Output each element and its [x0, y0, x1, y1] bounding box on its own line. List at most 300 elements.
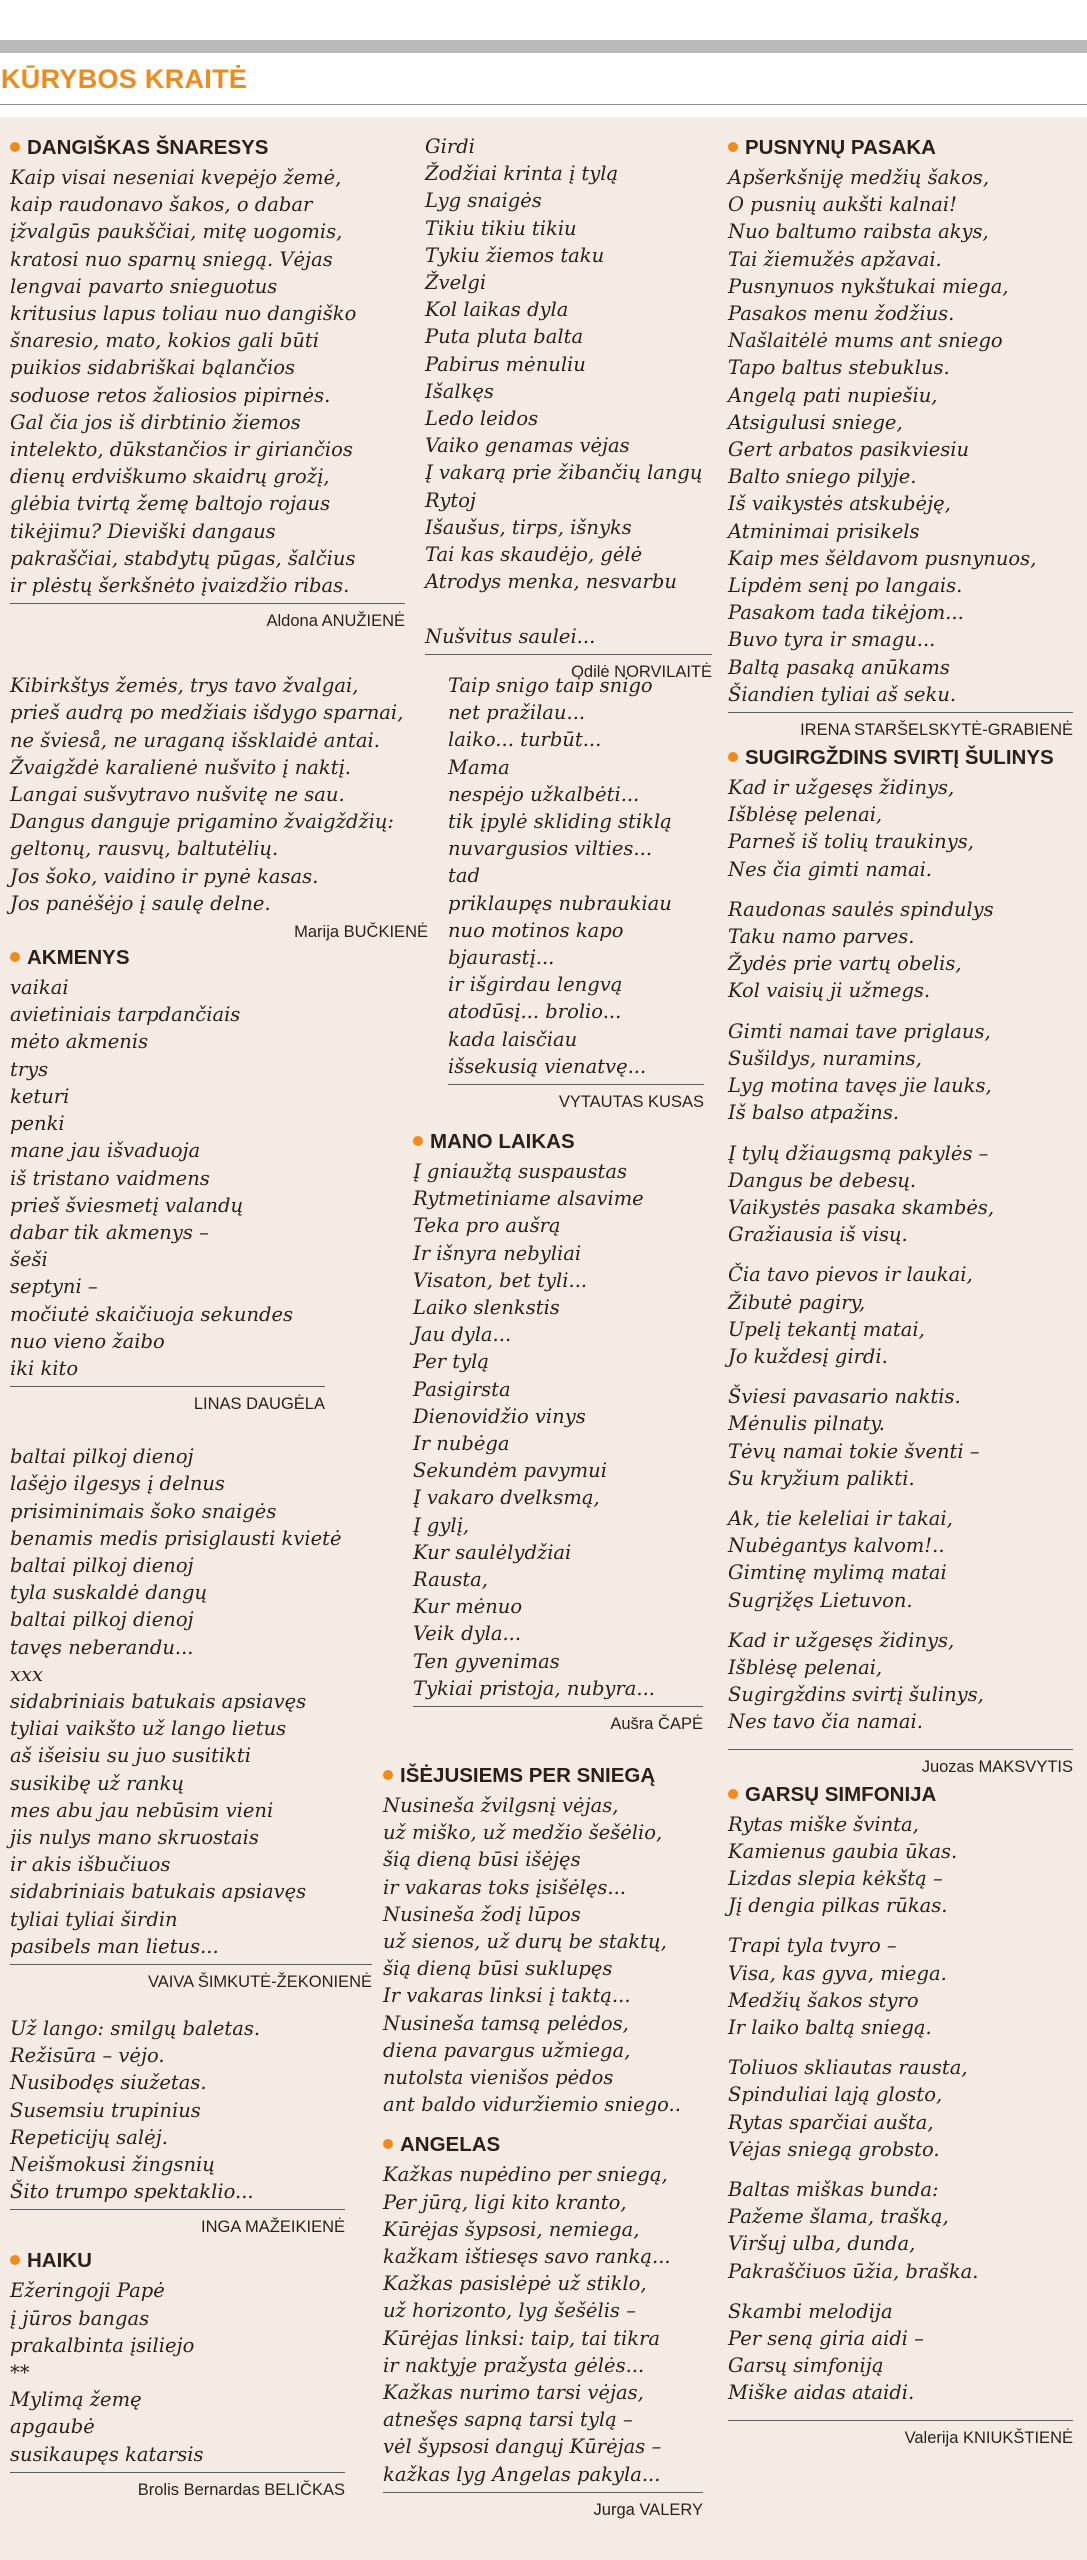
poem-title: IŠĖJUSIEMS PER SNIEGĄ — [383, 1763, 713, 1789]
bullet-dot-icon — [10, 142, 20, 152]
author-divider — [383, 2492, 703, 2493]
poem-line: Per seną giria aidi – — [728, 2327, 924, 2351]
poem-line: dabar tik akmenys – — [10, 1220, 209, 1244]
poem-line: Pabirus mėnuliu — [425, 352, 586, 376]
poem-line: Nubėgantys kalvom!.. — [728, 1534, 945, 1558]
poem-line: Iš vaikystės atskubėję, — [728, 492, 951, 516]
poem-line: Visaton, bet tyli... — [413, 1268, 588, 1292]
poem-line: Ak, tie keleliai ir takai, — [728, 1506, 953, 1530]
poem-line: mėto akmenis — [10, 1030, 149, 1054]
poem-line: ir akis išbučiuos — [10, 1853, 171, 1877]
author-divider — [413, 1706, 703, 1707]
poem-line: Žibutė pagiry, — [728, 1290, 866, 1314]
poem-line: septyni – — [10, 1275, 98, 1299]
section-title: KŪRYBOS KRAITĖ — [1, 64, 248, 94]
poem-title: AKMENYS — [10, 945, 422, 971]
poem-line: susikaupęs katarsis — [10, 2442, 204, 2466]
poem-line: aš išeisiu su juo susitikti — [10, 1744, 251, 1768]
poem-angelas — [383, 2132, 713, 2520]
poem-line: sidabriniais batukais apsiavęs — [10, 1880, 307, 1904]
poem-stanza — [728, 1627, 1078, 1736]
poem-line: soduose retos žaliosios pipirnės. — [10, 383, 331, 407]
poem-line: Kažkas nurimo tarsi vėjas, — [383, 2381, 644, 2405]
poem-line: Rausta, — [413, 1568, 488, 1592]
poem-line: Medžių šakos styro — [728, 1988, 919, 2012]
poem-title: ANGELAS — [383, 2132, 713, 2158]
poem-line: Išalkęs — [425, 379, 494, 403]
poem-line: Sekundėm pavymui — [413, 1459, 607, 1483]
poem-line: penki — [10, 1112, 65, 1136]
poem-line: Trapi tyla tvyro – — [728, 1934, 897, 1958]
poem-line: baltai pilkoj dienoj — [10, 1445, 194, 1469]
poem-haiku — [10, 2248, 422, 2500]
poem-author: VAIVA ŠIMKUTĖ-ŽEKONIENĖ — [147, 1972, 372, 1991]
author-divider — [10, 1964, 372, 1965]
column-middle-bottom — [383, 1763, 713, 2521]
poem-line: Žvaigždė karalienė nušvito į naktį. — [10, 755, 351, 779]
poem-kibirkstys — [10, 672, 428, 943]
poem-line: Neišmokusi žingsnių — [10, 2153, 215, 2176]
poem-line: ant baldo viduržiemio sniego.. — [383, 2093, 681, 2117]
poem-title: GARSŲ SIMFONIJA — [728, 1782, 1078, 1808]
poem-line: Rytoj — [425, 488, 476, 512]
poem-line: Veik dyla... — [413, 1622, 522, 1646]
poem-line: pasibels man lietus... — [10, 1934, 219, 1958]
poem-line: Mėnulis pilnaty. — [728, 1412, 885, 1436]
poem-line: Į vakaro dvelksmą, — [413, 1486, 600, 1510]
bullet-dot-icon — [413, 1136, 423, 1146]
poem-title: HAIKU — [10, 2248, 422, 2274]
poem-line: Tai kas skaudėjo, gėlė — [425, 543, 643, 567]
poem-line: Viršuj ulba, dunda, — [728, 2232, 916, 2256]
poem-author: Juozas MAKSVYTIS — [921, 1757, 1073, 1776]
poem-line: Ledo leidos — [425, 407, 539, 431]
poem-line: Visa, kas gyva, miega. — [728, 1961, 947, 1985]
poem-line: Gimtinę mylimą matai — [728, 1561, 947, 1585]
poem-author: Jurga VALERY — [593, 2500, 703, 2519]
poem-line: tik įpylė skliding stiklą — [448, 810, 672, 834]
poem-text — [425, 133, 715, 650]
poem-mano-laikas — [413, 1129, 719, 1735]
poem-line: Tapo baltus stebuklus. — [728, 356, 950, 380]
column-middle-third — [413, 1129, 719, 1735]
author-divider — [10, 2472, 345, 2473]
poem-line: į jūros bangas — [10, 2306, 150, 2330]
poem-line: apgaubė — [10, 2415, 95, 2439]
poem-line: Tėvų namai tokie šventi – — [728, 1439, 980, 1463]
poem-sugirgzdins — [728, 745, 1078, 1778]
poem-line: susikibę už rankų — [10, 1771, 184, 1795]
poem-line: Ten gyvenimas — [413, 1649, 560, 1673]
bullet-dot-icon — [728, 142, 738, 152]
poem-line: kaip raudonavo šakos, o dabar — [10, 193, 313, 217]
poem-text — [728, 1811, 1078, 2407]
poem-line: prieš šviesmetį valandų — [10, 1193, 244, 1217]
poem-akmenys — [10, 945, 422, 1415]
poem-stanza — [728, 1383, 1078, 1492]
poem-line: Taku namo parves. — [728, 925, 915, 949]
poem-text — [383, 2161, 713, 2487]
column-right — [728, 135, 1078, 2449]
poem-line: Į vakarą prie žibančių langų — [425, 461, 703, 485]
poem-title: PUSNYNŲ PASAKA — [728, 135, 1078, 161]
poem-line: Repeticijų salėj. — [10, 2125, 168, 2149]
poem-line: iki kito — [10, 1356, 79, 1380]
poem-stanza — [728, 896, 1078, 1005]
poem-line: Šiandien tyliai aš seku. — [728, 682, 957, 706]
poem-line: už horizonto, lyg šešėlis – — [383, 2299, 636, 2323]
poem-line: Vaikystės pasaka skambės, — [728, 1195, 995, 1219]
title-divider — [0, 104, 1087, 105]
poem-line: Jos šoko, vaidino ir pynė kasas. — [10, 864, 319, 888]
poem-line: prisiminimais šoko snaigės — [10, 1499, 277, 1523]
poem-line: mes abu jau nebūsim vieni — [10, 1798, 274, 1822]
poem-line: Režisūra – vėjo. — [10, 2044, 165, 2068]
poem-line: Į gylį, — [413, 1513, 470, 1537]
poem-line: vėl šypsosi danguj Kūrėjas – — [383, 2435, 662, 2459]
poem-line: Išaušus, tirps, išnyks — [425, 515, 632, 539]
poem-stanza — [728, 1811, 1078, 1920]
poem-line: prakalbinta įsiliejo — [10, 2333, 195, 2357]
poem-line: Atminimai prisikels — [728, 519, 920, 543]
poem-stanza — [728, 1140, 1078, 1249]
poem-line: dienų erdviškumo skaidrų grožį, — [10, 465, 330, 489]
poem-line: Nuo baltumo raibsta akys, — [728, 220, 989, 244]
poem-line: Tykiu žiemos taku — [425, 243, 605, 267]
poem-line: Išblėsę pelenai, — [728, 803, 883, 827]
poem-line: Pasigirsta — [413, 1377, 511, 1401]
poem-line: Čia tavo pievos ir laukai, — [728, 1263, 973, 1287]
poem-line: kratosi nuo sparnų sniegą. Vėjas — [10, 247, 333, 271]
poem-line: Angelą pati nupiešiu, — [728, 383, 938, 407]
poem-line: tyla suskaldė dangų — [10, 1581, 208, 1605]
poem-line: benamis medis prisiglausti kvietė — [10, 1526, 342, 1550]
poem-line: Rytas miške švinta, — [728, 1812, 919, 1836]
poem-line: Pažeme šlama, trašką, — [728, 2205, 949, 2229]
poem-line: Šviesi pavasario naktis. — [728, 1385, 961, 1409]
poem-line: jis nulys mano skruostais — [10, 1825, 259, 1849]
poem-line: baltai pilkoj dienoj — [10, 1608, 194, 1632]
poem-line: Nusineša tamsą pelėdos, — [383, 2011, 629, 2035]
poem-line: Miške aidas ataidi. — [728, 2381, 915, 2405]
poem-line: Garsų simfoniją — [728, 2354, 884, 2378]
poem-line: Dienovidžio vinys — [413, 1404, 586, 1428]
poem-line: Apšerkšniję medžių šakos, — [728, 166, 990, 189]
poem-line: bjaurastį... — [448, 946, 555, 970]
column-left — [10, 135, 428, 2501]
poem-line: laiko... turbūt... — [448, 728, 602, 752]
poem-line: Gimti namai tave priglaus, — [728, 1019, 991, 1043]
poem-line: Su kryžium palikti. — [728, 1466, 915, 1490]
poem-line: Toliuos skliautas rausta, — [728, 2056, 968, 2080]
poem-isejusiems — [383, 1763, 713, 2118]
poem-title: DANGIŠKAS ŠNARESYS — [10, 135, 422, 161]
poem-line: Nes čia gimti namai. — [728, 857, 933, 881]
author-divider — [10, 603, 405, 604]
poem-line: Kibirkštys žemės, trys tavo žvalgai, — [10, 674, 359, 698]
poem-line: nespėjo užkalbėti... — [448, 782, 640, 806]
poem-line: Mama — [448, 755, 510, 779]
poem-line: Ir nubėga — [413, 1432, 510, 1456]
poem-line: Balto sniego pilyje. — [728, 465, 917, 489]
poem-line: Ir išnyra nebyliai — [413, 1241, 582, 1265]
poem-line: Nusineša žodį lūpos — [383, 1902, 581, 1926]
poem-line: Jos panėšėjo į saulę delne. — [10, 891, 271, 915]
author-divider — [728, 1749, 1073, 1750]
poem-line: Susemsiu trupinius — [10, 2098, 201, 2122]
poem-line: Sugirgždins svirtį šulinys, — [728, 1683, 984, 1707]
poem-author: Valerija KNIUKŠTIENĖ — [904, 2428, 1073, 2447]
poem-line: močiutė skaičiuoja sekundes — [10, 1302, 294, 1326]
column-middle-top — [425, 133, 715, 683]
poem-line: Išblėsę pelenai, — [728, 1655, 883, 1679]
poem-author: Aušra ČAPĖ — [610, 1715, 703, 1734]
poem-line: Jį dengia pilkas rūkas. — [728, 1894, 948, 1918]
poem-line: puikios sidabriškai bąlančios — [10, 356, 295, 380]
poem-line: Skambi melodija — [728, 2299, 893, 2323]
poem-line: Vėjas sniegą grobsto. — [728, 2137, 940, 2161]
poem-line: už sienos, už durų be staktų, — [383, 1930, 667, 1954]
poem-line: pakraščiai, stabdytų pūgas, šalčius — [10, 546, 356, 570]
poem-line: Baltas miškas bunda: — [728, 2178, 939, 2201]
poem-line: tyliai tyliai širdin — [10, 1907, 178, 1931]
bullet-dot-icon — [10, 952, 20, 962]
poem-author: LINAS DAUGĖLA — [193, 1395, 325, 1414]
author-divider — [448, 1084, 704, 1085]
poem-line: Lyg motina tavęs jie lauks, — [728, 1074, 992, 1098]
poem-line — [425, 595, 715, 622]
poem-line: Iš balso atpažins. — [728, 1101, 900, 1125]
poem-line: Laiko slenkstis — [413, 1296, 560, 1320]
poem-taip-snigo — [448, 672, 716, 1113]
poem-line: kritusius lapus toliau nuo dangiško — [10, 302, 357, 326]
poem-line: ne švieså, ne uraganą išsklaidė antai. — [10, 728, 380, 752]
poem-line: išsekusią vienatvę... — [448, 1054, 647, 1078]
poem-line: Jau dyla... — [413, 1323, 512, 1347]
poem-line: Nušvitus saulei... — [425, 624, 596, 648]
poem-line: Sugrįžęs Lietuvon. — [728, 1588, 913, 1612]
poem-line: Kol vaisių ji užmegs. — [728, 979, 931, 1003]
poem-author: Brolis Bernardas BELIČKAS — [137, 2480, 345, 2499]
poem-line: Per jūrą, ligi kito kranto, — [383, 2190, 627, 2214]
bullet-dot-icon — [728, 1789, 738, 1799]
poem-line: baltai pilkoj dienoj — [10, 1553, 194, 1577]
poem-line: Sušildys, nuramins, — [728, 1046, 922, 1070]
poem-line: intelekto, dūkstančios ir giriančios — [10, 438, 353, 462]
poem-text — [10, 2277, 422, 2467]
poem-line: Dangus be debesų. — [728, 1168, 917, 1192]
poem-line: Nusineša žvilgsnį vėjas, — [383, 1794, 619, 1817]
poem-line: lašėjo ilgesys į delnus — [10, 1472, 225, 1496]
poem-line: Tikiu tikiu tikiu — [425, 216, 577, 240]
poem-line: Gražiausia iš visų. — [728, 1223, 908, 1247]
poem-line: Girdi — [425, 135, 475, 158]
poem-line: xxx — [10, 1662, 43, 1686]
poem-line: Pusnynuos nykštukai miega, — [728, 274, 1009, 298]
poem-line: ir vakaras toks įsišėlęs... — [383, 1875, 626, 1899]
poem-dangiskas-snaresys — [10, 135, 422, 632]
poem-line: geltonų, rausvų, baltutėlių. — [10, 837, 279, 861]
poem-line: Tai žiemužės apžavai. — [728, 247, 942, 271]
poem-line: Kur saulėlydžiai — [413, 1540, 572, 1564]
poem-line: Langai sušvytravo nušvitę ne sau. — [10, 783, 345, 807]
poem-line: tikėjimu? Dieviški dangaus — [10, 519, 276, 543]
poem-line: Į gniaužtą suspaustas — [413, 1160, 628, 1183]
bullet-dot-icon — [728, 752, 738, 762]
poem-line: šnaresio, mato, kokios gali būti — [10, 329, 319, 353]
poem-line: net pražilau... — [448, 701, 586, 725]
poem-line: ir plėstų šerkšnėto įvaizdžio ribas. — [10, 574, 350, 598]
poem-stanza — [728, 2298, 1078, 2407]
poem-line: nuvargusios vilties... — [448, 837, 653, 861]
poem-text — [448, 672, 716, 1080]
poem-author: Marija BUČKIENĖ — [294, 923, 428, 942]
poem-line: Spinduliai lają glosto, — [728, 2083, 943, 2107]
poem-stanza — [728, 2176, 1078, 2285]
poem-line: Lyg snaigės — [425, 189, 542, 213]
poem-line: Nusibodęs siužetas. — [10, 2071, 207, 2095]
poem-line: Gal čia jos iš dirbtinio žiemos — [10, 410, 301, 434]
poem-line: šią dieną būsi suklupęs — [383, 1957, 613, 1981]
poem-stanza — [728, 1261, 1078, 1370]
poem-line: Upelį tekantį matai, — [728, 1317, 925, 1341]
poem-line: Gert arbatos pasikviesiu — [728, 438, 970, 462]
poem-text — [728, 164, 1078, 708]
poem-line: tyliai vaikšto už lango lietus — [10, 1717, 287, 1741]
poem-line: Kol laikas dyla — [425, 298, 569, 322]
poem-line: Už lango: smilgų baletas. — [10, 2016, 261, 2040]
poem-stanza — [728, 774, 1078, 883]
poem-line: kada laisčiau — [448, 1027, 578, 1051]
poem-line: Raudonas saulės spindulys — [728, 897, 994, 921]
author-divider — [728, 2420, 1073, 2421]
poem-title: MANO LAIKAS — [413, 1129, 719, 1155]
poem-line: Kur mėnuo — [413, 1595, 523, 1619]
poem-line: Kūrėjas šypsosi, nemiega, — [383, 2217, 640, 2241]
poem-line: Rytmetiniame alsavime — [413, 1187, 644, 1211]
poem-line: Atrodys menka, nesvarbu — [425, 570, 677, 594]
poem-line: avietiniais tarpdančiais — [10, 1003, 241, 1027]
poem-girdi — [425, 133, 715, 683]
poem-text — [10, 672, 422, 917]
poem-line: Baltą pasaką anūkams — [728, 655, 950, 679]
poem-line: šeši — [10, 1248, 48, 1272]
bullet-dot-icon — [383, 1770, 393, 1780]
poem-text — [728, 774, 1078, 1736]
poem-line: Kaip mes šėldavom pusnynuos, — [728, 546, 1037, 570]
poem-line: Ežeringoji Papė — [10, 2279, 165, 2303]
poem-line: Lizdas slepia kėkštą – — [728, 1866, 943, 1890]
poem-line: trys — [10, 1057, 49, 1081]
author-divider — [425, 654, 712, 655]
poem-author: INGA MAŽEIKIENĖ — [201, 2218, 345, 2237]
poem-text — [10, 164, 422, 599]
bullet-dot-icon — [383, 2139, 393, 2149]
poem-text — [10, 1443, 422, 1960]
poem-line: Kad ir užgesęs židinys, — [728, 1628, 955, 1652]
poem-uz-lango — [10, 2015, 422, 2238]
poem-line: Pasakom tada tikėjom... — [728, 601, 964, 625]
author-divider — [728, 712, 1073, 713]
poem-line: Kažkas pasislėpė už stiklo, — [383, 2272, 647, 2296]
poem-line: Kamienus gaubia ūkas. — [728, 1839, 958, 1863]
poem-line: nuo motinos kapo — [448, 918, 624, 942]
poem-title: SUGIRGŽDINS SVIRTĮ ŠULINYS — [728, 745, 1078, 771]
poem-line: Mylimą žemę — [10, 2388, 142, 2412]
poem-line: Jo kuždesį girdi. — [728, 1344, 888, 1368]
poem-stanza — [728, 1018, 1078, 1127]
poem-line: Per tylą — [413, 1350, 490, 1374]
poem-text — [10, 2015, 422, 2205]
author-divider — [10, 1386, 325, 1387]
poem-line: už miško, už medžio šešėlio, — [383, 1821, 663, 1845]
poem-line: nutolsta vienišos pėdos — [383, 2066, 614, 2090]
poem-line: Kaip visai neseniai kvepėjo žemė, — [10, 166, 342, 189]
poem-line: Ir vakaras linksi į taktą... — [383, 1984, 631, 2008]
poem-text — [10, 974, 422, 1382]
poem-line: kažkas lyg Angelas pakyla... — [383, 2462, 661, 2486]
poem-line: mane jau išvaduoja — [10, 1139, 201, 1163]
poem-line: Nes tavo čia namai. — [728, 1710, 923, 1734]
author-divider — [10, 2209, 345, 2210]
poem-author: Aldona ANUŽIENĖ — [266, 612, 405, 631]
poem-line: glėbia tvirtą žemę baltojo rojaus — [10, 492, 331, 516]
poem-line: atodūsį... brolio... — [448, 1000, 622, 1024]
poem-line: Teka pro aušrą — [413, 1214, 561, 1238]
poem-line: vaikai — [10, 976, 69, 1000]
poem-line: Parneš iš tolių traukinys, — [728, 830, 974, 854]
poem-line: kažkam ištiesęs savo ranką... — [383, 2245, 671, 2269]
poem-line: priklaupęs nubraukiau — [448, 891, 672, 915]
poem-line: sidabriniais batukais apsiavęs — [10, 1689, 307, 1713]
poem-line: Buvo tyra ir smagu... — [728, 628, 936, 652]
poem-line: Lipdėm senį po langais. — [728, 574, 963, 598]
poem-pusnynu-pasaka — [728, 135, 1078, 741]
poem-line: ** — [10, 2361, 30, 2385]
poem-line: ir išgirdau lengvą — [448, 973, 623, 997]
poem-line: diena pavargus užmiega, — [383, 2038, 631, 2062]
poem-line: O pusnių aukšti kalnai! — [728, 193, 958, 217]
poem-line: tavęs neberandu... — [10, 1635, 194, 1659]
poem-line: Našlaitėlė mums ant sniego — [728, 329, 1003, 353]
poem-baltai-pilkoj — [10, 1443, 422, 1993]
poem-garsu-simfonija — [728, 1782, 1078, 2449]
poem-line: Pakraščiuos ūžia, braška. — [728, 2259, 979, 2283]
poem-line: Šito trumpo spektaklio... — [10, 2180, 254, 2204]
poem-author: VYTAUTAS KUSAS — [558, 1093, 704, 1112]
poem-line: Puta pluta balta — [425, 325, 584, 349]
poem-line: Taip snigo taip snigo — [448, 674, 653, 697]
poem-line: Pasakos menu žodžius. — [728, 302, 955, 326]
poem-line: Žodžiai krinta į tylą — [425, 162, 619, 186]
poem-line: Vaiko genamas vėjas — [425, 434, 630, 458]
bullet-dot-icon — [10, 2255, 20, 2265]
poem-line: Ir laiko baltą sniegą. — [728, 2015, 932, 2039]
poem-line: atnešęs sapną tarsi tylą – — [383, 2408, 633, 2432]
poem-line: šią dieną būsi išėjęs — [383, 1848, 581, 1872]
poems-area — [0, 117, 1087, 2560]
poem-line: Dangus danguje prigamino žvaigždžių: — [10, 810, 394, 834]
poem-line: iš tristano vaidmens — [10, 1166, 210, 1190]
poem-stanza — [728, 1932, 1078, 2041]
poem-line: Rytas sparčiai aušta, — [728, 2110, 934, 2134]
poem-line: tad — [448, 864, 480, 888]
poem-line: Kūrėjas linksi: taip, tai tikra — [383, 2326, 661, 2350]
poem-author: Odilė NORVILAITĖ — [571, 662, 712, 681]
poem-line: Tykiai pristoja, nubyra... — [413, 1676, 655, 1700]
poem-line: prieš audrą po medžiais išdygo sparnai, — [10, 701, 404, 725]
poem-text — [383, 1792, 713, 2118]
